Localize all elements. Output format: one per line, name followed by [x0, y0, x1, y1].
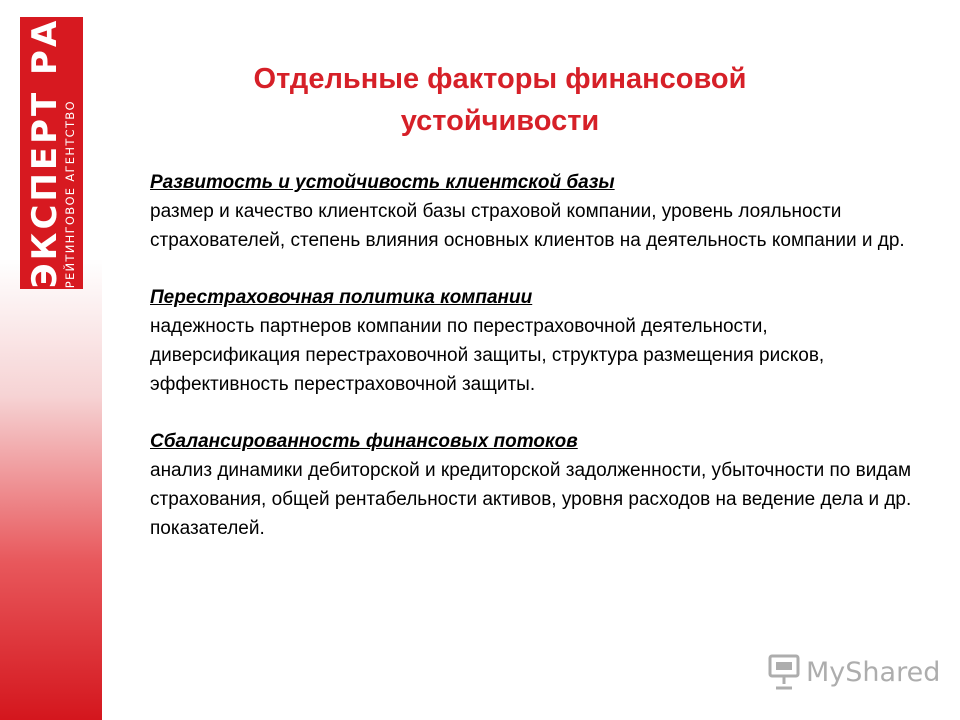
- factor-section-reinsurance: [150, 283, 920, 399]
- slide-title-line-2: устойчивости: [400, 105, 600, 137]
- logo-subtitle: РЕЙТИНГОВОЕ АГЕНТСТВО: [62, 100, 77, 289]
- slide-content: [150, 168, 920, 571]
- watermark-text: MyShared: [806, 656, 941, 688]
- factor-section-client-base: [150, 168, 920, 255]
- factor-heading: Перестраховочная политика компании: [150, 287, 533, 308]
- myshared-watermark: [766, 652, 940, 692]
- expert-ra-logo: [20, 17, 83, 289]
- factor-description: размер и качество клиентской базы страховой компании, уровень лояльности страхователей, степень влияния основных клиентов на деятельность компании и др.: [150, 201, 905, 251]
- slide-title-line-1: Отдельные факторы финансовой: [253, 63, 747, 95]
- logo-text-group: [24, 17, 77, 289]
- factor-heading: Сбалансированность финансовых потоков: [150, 431, 578, 452]
- factor-description: надежность партнеров компании по перестраховочной деятельности, диверсификация перестраховочной защиты, структура размещения рисков, эффективность перестраховочной защиты.: [150, 316, 825, 395]
- slide-title: [150, 58, 850, 142]
- presentation-screen-icon: [766, 652, 802, 692]
- logo-name: ЭКСПЕРТ РА: [24, 17, 65, 289]
- factor-heading: Развитость и устойчивость клиентской базы: [150, 172, 615, 193]
- factor-section-financial-flows: [150, 427, 920, 543]
- factor-description: анализ динамики дебиторской и кредиторской задолженности, убыточности по видам страхования, общей рентабельности активов, уровня расходов на ведение дела и др. показателей.: [150, 460, 912, 539]
